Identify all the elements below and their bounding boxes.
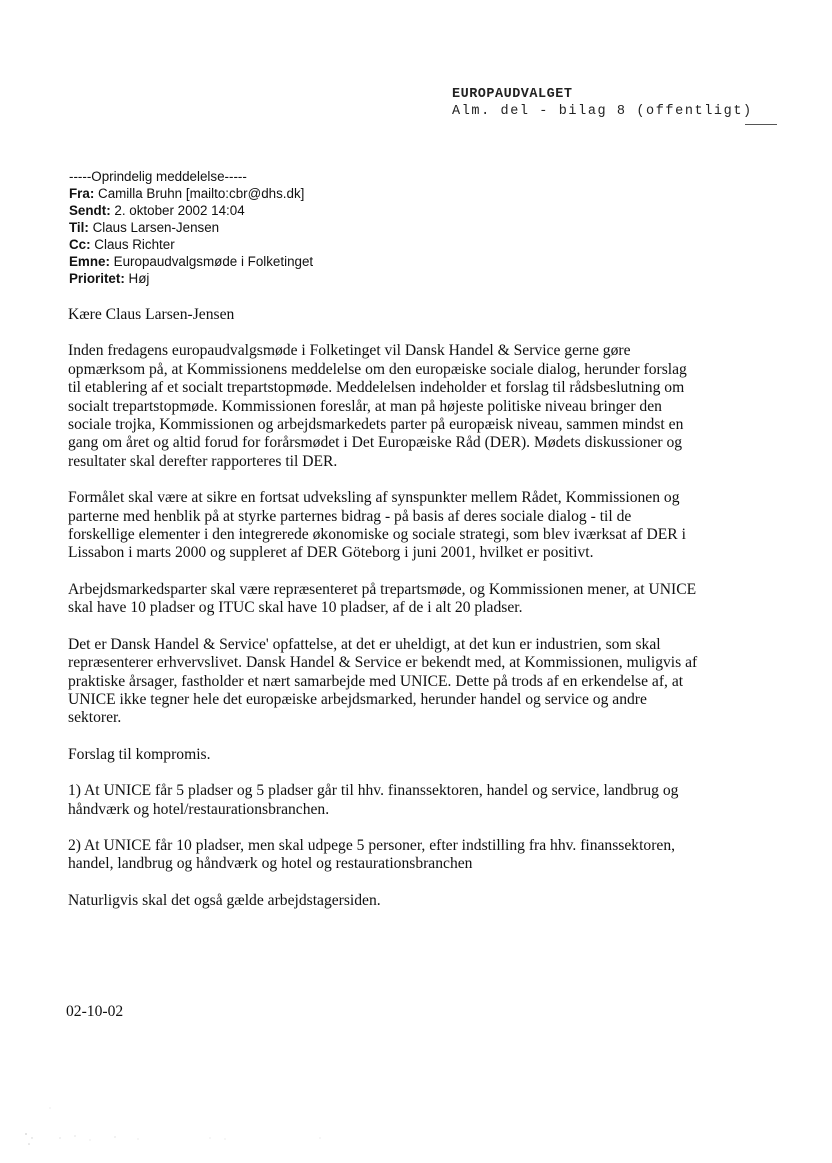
line: socialt trepartstopmøde. Kommissionen foreslår, at man på højeste politiske niveau bringer den	[68, 397, 662, 415]
line: sociale trojka, Kommissionen og arbejdsmarkedets parter på europæisk niveau, sammen mindst en	[68, 416, 684, 434]
scan-noise	[20, 1100, 620, 1150]
line: Lissabon i marts 2000 og suppleret af DER Göteborg i juni 2001, hvilket er positivt.	[68, 544, 594, 562]
line: håndværk og hotel/restaurationsbranchen.	[68, 800, 330, 818]
email-header-to	[69, 219, 769, 236]
paragraph-3	[68, 581, 723, 618]
stamp-underline	[745, 124, 777, 125]
line: Forslag til kompromis.	[68, 745, 211, 763]
line: sektorer.	[68, 709, 122, 727]
paragraph-4	[68, 636, 723, 728]
field-value: Høj	[124, 271, 150, 286]
email-header-cc	[69, 236, 769, 253]
line: Det er Dansk Handel & Service' opfattelse, at det er uheldigt, at det kun er industrien, som skal	[68, 635, 661, 653]
document-date: 02-10-02	[66, 1003, 124, 1020]
line: handel, landbrug og håndværk og hotel og restaurationsbranchen	[68, 855, 473, 873]
line: resultater skal derefter rapporteres til DER.	[68, 452, 338, 470]
line: 1) At UNICE får 5 pladser og 5 pladser går til hhv. finanssektoren, handel og service, landbrug og	[68, 782, 679, 800]
paragraph-8	[68, 892, 723, 910]
field-label: Emne:	[69, 254, 110, 269]
paragraph-5	[68, 746, 723, 764]
line: 2) At UNICE får 10 pladser, men skal udpege 5 personer, efter indstilling fra hhv. finanssektoren,	[68, 836, 676, 854]
email-header-from	[69, 185, 769, 202]
stamp-subtitle: Alm. del - bilag 8 (offentligt)	[452, 104, 753, 119]
paragraph-1	[68, 342, 723, 471]
line: skal have 10 pladser og ITUC skal have 10 pladser, af de i alt 20 pladser.	[68, 599, 523, 617]
committee-stamp	[452, 86, 753, 120]
paragraph-6	[68, 782, 723, 819]
email-header	[69, 168, 769, 287]
line: UNICE ikke tegner hele det europæiske arbejdsmarked, herunder handel og service og andre	[68, 690, 647, 708]
stamp-title: EUROPAUDVALGET	[452, 87, 573, 102]
line: gang om året og altid forud for forårsmødet i Det Europæiske Råd (DER). Mødets diskussioner og	[68, 434, 683, 452]
field-label: Prioritet:	[69, 271, 125, 286]
field-label: Sendt:	[69, 203, 111, 218]
field-value: Europaudvalgsmøde i Folketinget	[109, 254, 314, 269]
field-value: Camilla Bruhn [mailto:cbr@dhs.dk]	[94, 186, 305, 201]
line: parterne med henblik på at styrke parternes bidrag - på basis af deres sociale dialog - til de	[68, 507, 632, 525]
line: Formålet skal være at sikre en fortsat udveksling af synspunkter mellem Rådet, Kommissionen og	[68, 489, 680, 507]
line: forskellige elementer i den integrerede økonomiske og sociale strategi, som blev iværksat af DER i	[68, 526, 686, 544]
field-value: Claus Larsen-Jensen	[88, 220, 220, 235]
line: Naturligvis skal det også gælde arbejdstagersiden.	[68, 891, 381, 909]
line: praktiske årsager, fastholder et nært samarbejde med UNICE. Dette på trods af en erkendelse af, at	[68, 672, 684, 690]
field-label: Til:	[69, 220, 89, 235]
field-label: Fra:	[69, 186, 95, 201]
line: repræsenterer erhvervslivet. Dansk Handel & Service er bekendt med, at Kommissionen, muligvis af	[68, 654, 698, 672]
field-value: Claus Richter	[90, 237, 175, 252]
greeting: Kære Claus Larsen-Jensen	[68, 306, 235, 323]
line: til etablering af et socialt trepartstopmøde. Meddelelsen indeholder et forslag til rådsbeslutning om	[68, 379, 685, 397]
line: opmærksom på, at Kommissionens meddelelse om den europæiske sociale dialog, herunder forslag	[68, 360, 687, 378]
email-header-subject	[69, 253, 769, 270]
line: Inden fredagens europaudvalgsmøde i Folketinget vil Dansk Handel & Service gerne gøre	[68, 342, 631, 360]
field-label: Cc:	[69, 237, 91, 252]
letter-body	[68, 306, 723, 910]
email-header-intro: -----Oprindelig meddelelse-----	[69, 169, 247, 184]
field-value: 2. oktober 2002 14:04	[110, 203, 245, 218]
line: Arbejdsmarkedsparter skal være repræsenteret på trepartsmøde, og Kommissionen mener, at UNICE	[68, 580, 697, 598]
email-header-priority	[69, 270, 769, 287]
paragraph-2	[68, 489, 723, 563]
email-header-sent	[69, 202, 769, 219]
paragraph-7	[68, 837, 723, 874]
